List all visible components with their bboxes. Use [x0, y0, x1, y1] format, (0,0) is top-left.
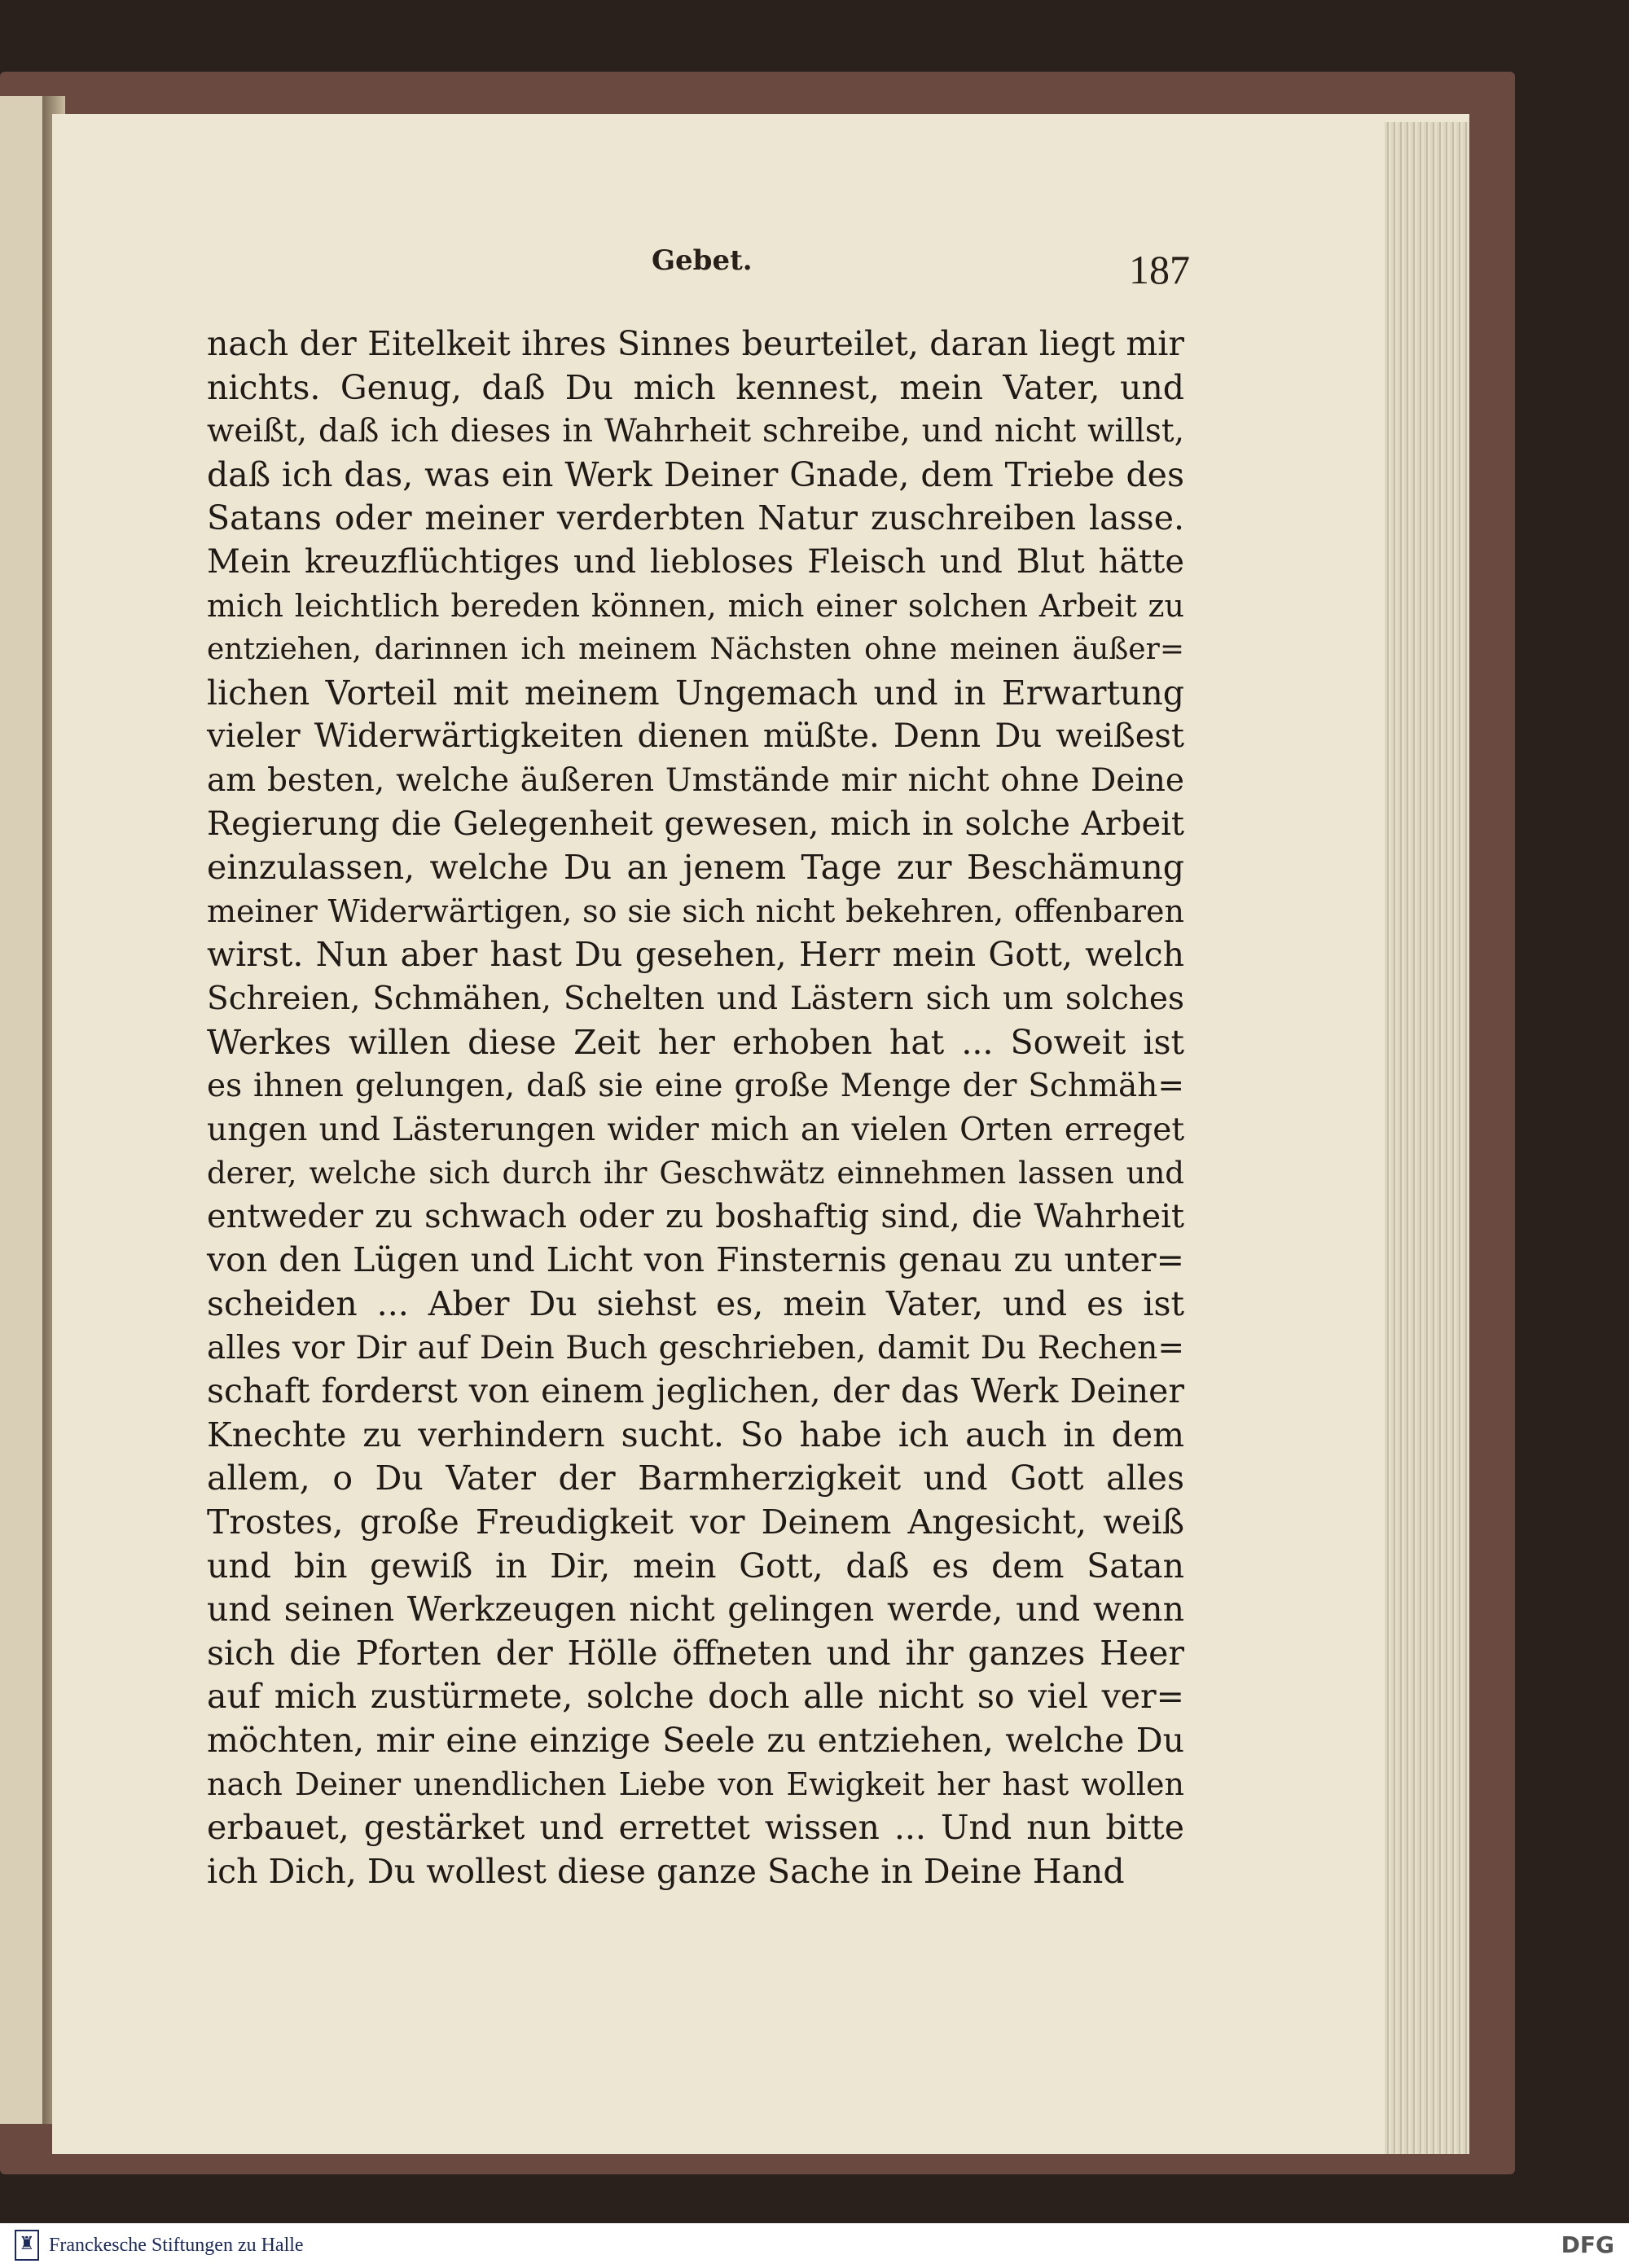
text-line: auf mich zustürmete, solche doch alle nicht so viel ver=: [207, 1677, 1184, 1717]
text-line: schaft forderst von einem jeglichen, der das Werk Deiner: [207, 1371, 1184, 1411]
viewer-footer: [0, 2223, 1629, 2268]
text-line: und bin gewiß in Dir, mein Gott, daß es dem Satan: [207, 1546, 1184, 1586]
text-line: wirst. Nun aber hast Du gesehen, Herr mein Gott, welch: [207, 935, 1184, 975]
text-line: weißt, daß ich dieses in Wahrheit schreibe, und nicht willst,: [207, 413, 1184, 450]
body-text: [207, 322, 1184, 1893]
text-line: am besten, welche äußeren Umstände mir nicht ohne Deine: [207, 761, 1184, 799]
text-line: nach Deiner unendlichen Liebe von Ewigkeit her hast wollen: [207, 1766, 1184, 1802]
text-line: sich die Pforten der Hölle öffneten und ihr ganzes Heer: [207, 1633, 1184, 1673]
text-line: Mein kreuzflüchtiges und liebloses Fleisch und Blut hätte: [207, 542, 1184, 581]
institution-name: Franckesche Stiftungen zu Halle: [49, 2235, 304, 2256]
text-line: nichts. Genug, daß Du mich kennest, mein Vater, und: [207, 367, 1184, 407]
text-line: nach der Eitelkeit ihres Sinnes beurteilet, daran liegt mir: [207, 324, 1184, 363]
text-line: es ihnen gelungen, daß sie eine große Menge der Schmäh=: [207, 1068, 1184, 1105]
text-line: mich leichtlich bereden können, mich einer solchen Arbeit zu: [207, 587, 1184, 624]
text-line: ich Dich, Du wollest diese ganze Sache in Deine Hand: [207, 1851, 1125, 1891]
text-line: vieler Widerwärtigkeiten dienen müßte. Denn Du weißest: [207, 717, 1184, 756]
text-line: einzulassen, welche Du an jenem Tage zur Beschämung: [207, 848, 1184, 888]
text-line: alles vor Dir auf Dein Buch geschrieben, damit Du Rechen=: [207, 1329, 1184, 1367]
text-line: Knechte zu verhindern sucht. So habe ich auch in dem: [207, 1415, 1184, 1454]
text-line: meiner Widerwärtigen, so sie sich nicht bekehren, offenbaren: [207, 893, 1184, 929]
text-line: Satans oder meiner verderbten Natur zuschreiben lasse.: [207, 498, 1184, 538]
text-line: scheiden ... Aber Du siehst es, mein Vater, und es ist: [207, 1284, 1184, 1324]
text-line: ungen und Lästerungen wider mich an vielen Orten erreget: [207, 1111, 1184, 1148]
dfg-logo: DFG: [1561, 2231, 1614, 2258]
text-line: Trostes, große Freudigkeit vor Deinem Angesicht, weiß: [207, 1502, 1184, 1542]
text-line: erbauet, gestärket und errettet wissen ... Und nun bitte: [207, 1808, 1184, 1848]
text-line: lichen Vorteil mit meinem Ungemach und in Erwartung: [207, 673, 1184, 713]
page-edges: [1385, 122, 1469, 2154]
text-line: Regierung die Gelegenheit gewesen, mich in solche Arbeit: [207, 805, 1184, 843]
text-line: derer, welche sich durch ihr Geschwätz einnehmen lassen und: [207, 1156, 1184, 1191]
running-head: Gebet.: [652, 244, 753, 277]
text-line: und seinen Werkzeugen nicht gelingen werde, und wenn: [207, 1590, 1184, 1630]
text-line: Werkes willen diese Zeit her erhoben hat ... Soweit ist: [207, 1022, 1184, 1062]
text-line: Schreien, Schmähen, Schelten und Lästern sich um solches: [207, 980, 1184, 1017]
text-line: daß ich das, was ein Werk Deiner Gnade, dem Triebe des: [207, 454, 1184, 494]
text-line: von den Lügen und Licht von Finsternis genau zu unter=: [207, 1240, 1184, 1280]
text-line: allem, o Du Vater der Barmherzigkeit und Gott alles: [207, 1459, 1184, 1498]
page-number: 187: [1129, 247, 1190, 292]
text-line: entweder zu schwach oder zu boshaftig sind, die Wahrheit: [207, 1197, 1184, 1235]
institution-logo-icon: ♜: [15, 2230, 39, 2261]
text-line: möchten, mir eine einzige Seele zu entziehen, welche Du: [207, 1721, 1184, 1760]
text-line: entziehen, darinnen ich meinem Nächsten ohne meinen äußer=: [207, 633, 1184, 667]
